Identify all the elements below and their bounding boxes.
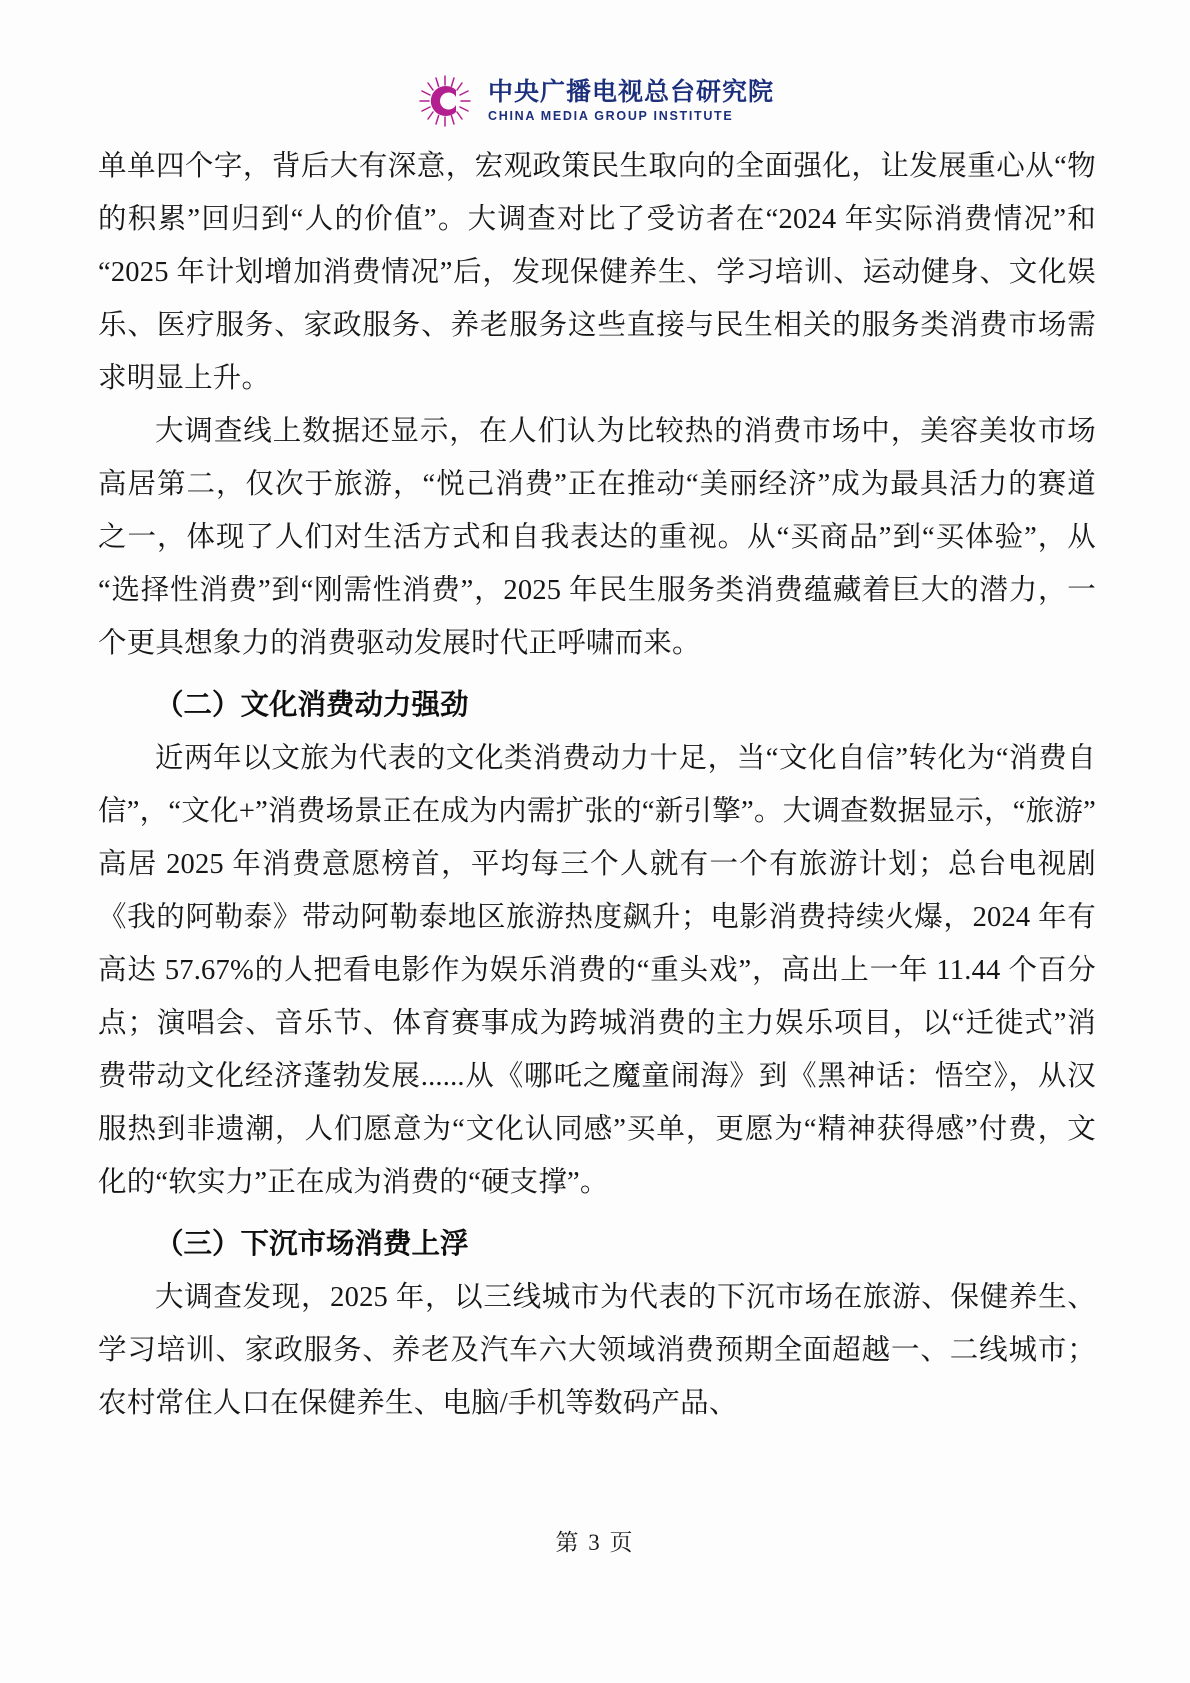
cmg-institute-logo-icon bbox=[416, 72, 474, 130]
page-header bbox=[0, 72, 1190, 130]
organization-name-block bbox=[488, 79, 774, 122]
page-number: 第 3 页 bbox=[555, 1530, 635, 1555]
organization-name-cn: 中央广播电视总台研究院 bbox=[487, 78, 774, 107]
document-body bbox=[98, 140, 1096, 1430]
paragraph: 大调查线上数据还显示，在人们认为比较热的消费市场中，美容美妆市场高居第二，仅次于旅游，“悦己消费”正在推动“美丽经济”成为最具活力的赛道之一，体现了人们对生活方式和自我表达的重视。从“买商品”到“买体验”，从“选择性消费”到“刚需性消费”，2025 年民生服务类消费蕴藏着巨大的潜力，一个更具想象力的消费驱动发展时代正呼啸而来。 bbox=[98, 416, 1096, 659]
paragraph: 近两年以文旅为代表的文化类消费动力十足，当“文化自信”转化为“消费自信”，“文化+”消费场景正在成为内需扩张的“新引擎”。大调查数据显示，“旅游”高居 2025 年消费意愿榜首，平均每三个人就有一个有旅游计划；总台电视剧《我的阿勒泰》带动阿勒泰地区旅游热度飙升；电影消费持续火爆，2024 年有高达 57.67%的人把看电影作为娱乐消费的“重头戏”，高出上一年 11.44 个百分点；演唱会、音乐节、体育赛事成为跨城消费的主力娱乐项目，以“迁徙式”消费带动文化经济蓬勃发展......从《哪吒之魔童闹海》到《黑神话：悟空》，从汉服热到非遗潮，人们愿意为“文化认同感”买单，更愿为“精神获得感”付费，文化的“软实力”正在成为消费的“硬支撑”。 bbox=[98, 743, 1096, 1198]
section-heading: （三）下沉市场消费上浮 bbox=[155, 1229, 469, 1260]
paragraph: 大调查发现，2025 年，以三线城市为代表的下沉市场在旅游、保健养生、学习培训、家政服务、养老及汽车六大领域消费预期全面超越一、二线城市；农村常住人口在保健养生、电脑/手机等数码产品、 bbox=[98, 1282, 1096, 1419]
paragraph: 单单四个字，背后大有深意，宏观政策民生取向的全面强化，让发展重心从“物的积累”回归到“人的价值”。大调查对比了受访者在“2024 年实际消费情况”和“2025 年计划增加消费情况”后，发现保健养生、学习培训、运动健身、文化娱乐、医疗服务、家政服务、养老服务这些直接与民生相关的服务类消费市场需求明显上升。 bbox=[98, 151, 1096, 394]
organization-logo bbox=[416, 72, 774, 130]
organization-name-en: CHINA MEDIA GROUP INSTITUTE bbox=[487, 108, 734, 123]
section-heading: （二）文化消费动力强劲 bbox=[155, 690, 469, 721]
